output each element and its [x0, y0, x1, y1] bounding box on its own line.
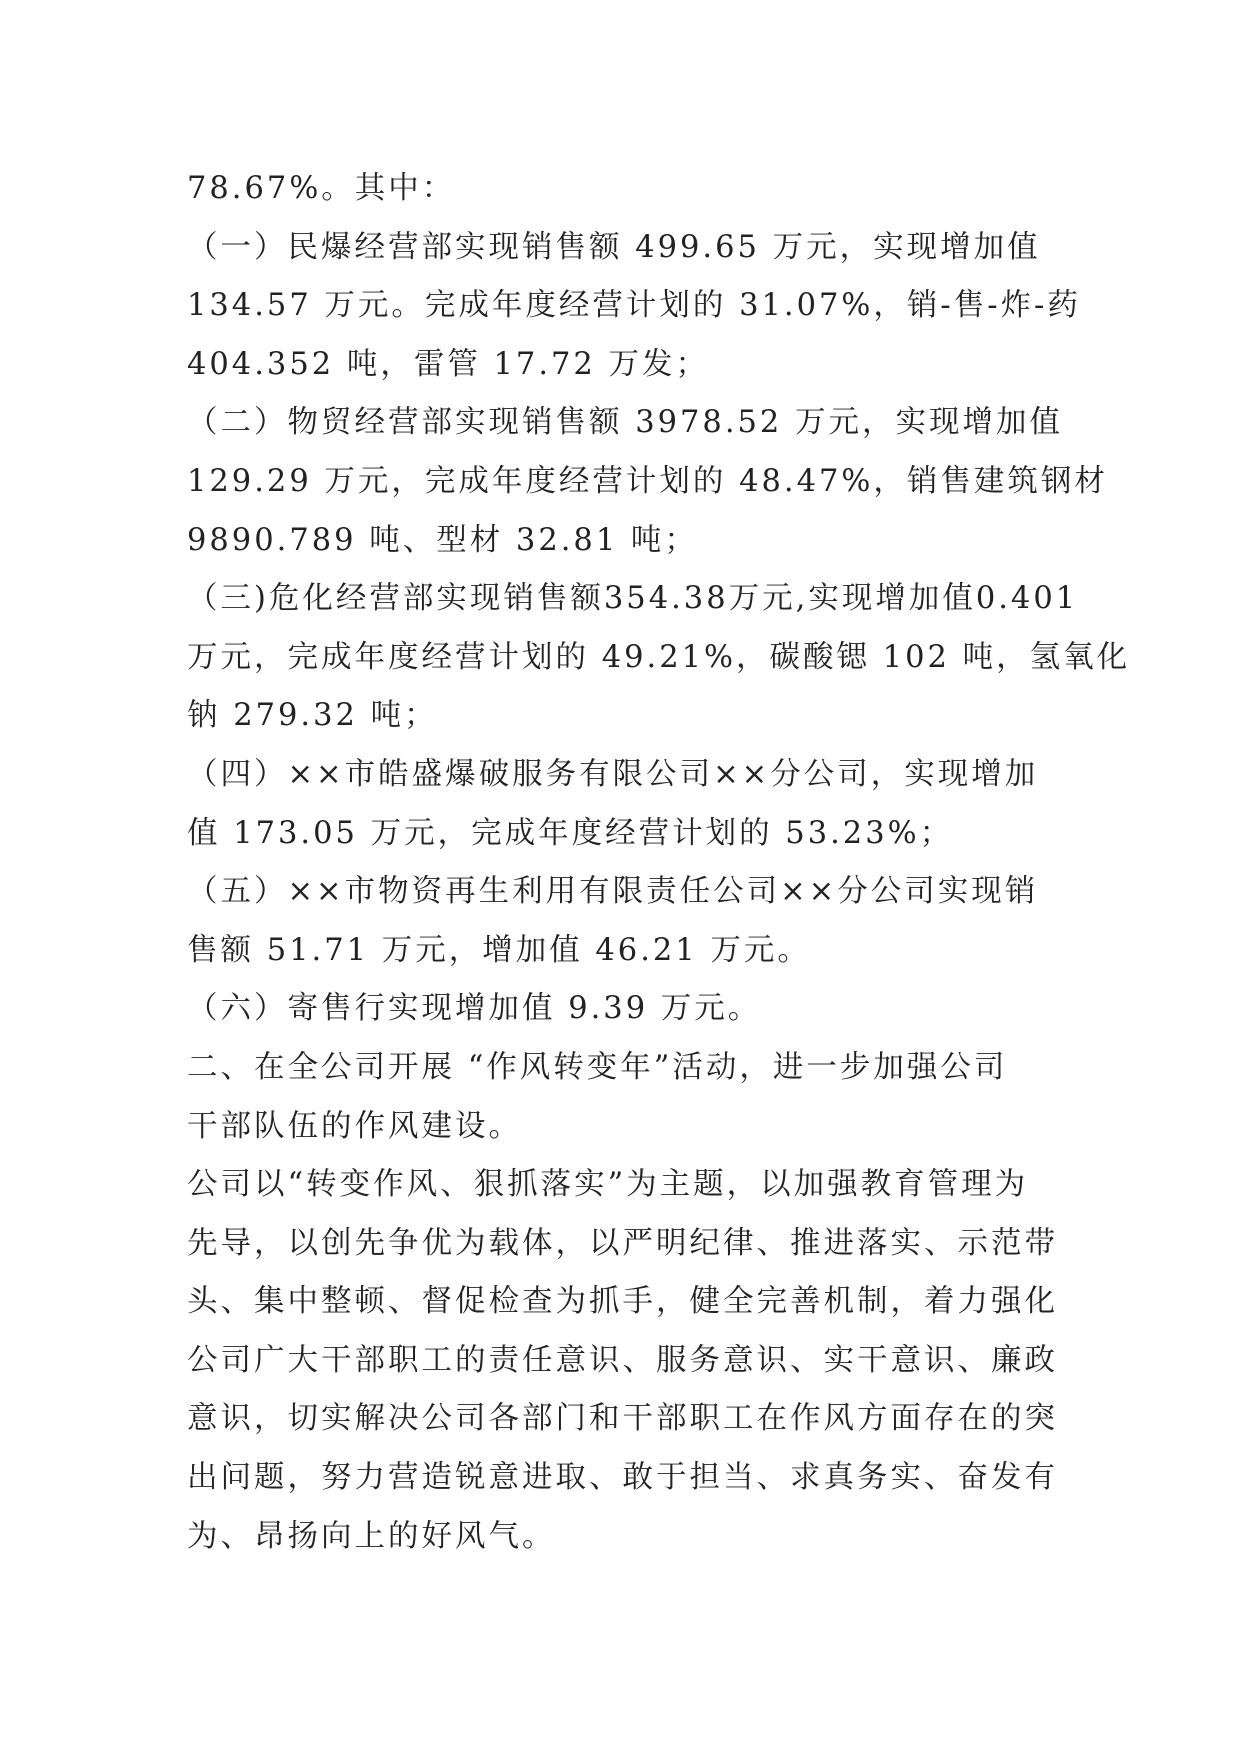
- text-line: 129.29 万元，完成年度经营计划的 48.47%，销售建筑钢材: [187, 463, 1108, 499]
- text-line: （一）民爆经营部实现销售额 499.65 万元，实现增加值: [187, 229, 1041, 265]
- text-line: 为、昂扬向上的好风气。: [187, 1518, 556, 1554]
- text-line: （四）××市皓盛爆破服务有限公司××分公司，实现增加: [187, 756, 1039, 792]
- text-line: 万元，完成年度经营计划的 49.21%，碳酸锶 102 吨，氢氧化: [187, 639, 1131, 675]
- text-line: 134.57 万元。完成年度经营计划的 31.07%，销-售-炸-药: [187, 288, 1081, 324]
- text-line: 头、集中整顿、督促检查为抓手，健全完善机制，着力强化: [187, 1284, 1058, 1320]
- text-line: 404.352 吨，雷管 17.72 万发；: [187, 346, 710, 382]
- document-body: [187, 160, 1131, 1566]
- text-line: （六）寄售行实现增加值 9.39 万元。: [187, 991, 762, 1027]
- text-line: 值 173.05 万元，完成年度经营计划的 53.23%；: [187, 815, 954, 851]
- section-heading: 干部队伍的作风建设。: [187, 1108, 522, 1144]
- text-line: （三)危化经营部实现销售额354.38万元,实现增加值0.401: [187, 581, 1079, 617]
- text-line: 78.67%。其中：: [187, 171, 456, 206]
- text-line: （二）物贸经营部实现销售额 3978.52 万元，实现增加值: [187, 405, 1064, 441]
- text-line: 9890.789 吨、型材 32.81 吨；: [187, 522, 698, 558]
- text-line: 意识，切实解决公司各部门和干部职工在作风方面存在的突: [187, 1401, 1058, 1437]
- text-line: 公司广大干部职工的责任意识、服务意识、实干意识、廉政: [187, 1342, 1058, 1378]
- section-heading: 二、在全公司开展 “作风转变年”活动，进一步加强公司: [187, 1049, 1008, 1085]
- text-line: （五）××市物资再生利用有限责任公司××分公司实现销: [187, 874, 1039, 910]
- text-line: 出问题，努力营造锐意进取、敢于担当、求真务实、奋发有: [187, 1460, 1058, 1496]
- text-line: 售额 51.71 万元，增加值 46.21 万元。: [187, 932, 811, 968]
- text-line: 钠 279.32 吨；: [187, 698, 438, 734]
- text-line: 先导，以创先争优为载体，以严明纪律、推进落实、示范带: [187, 1225, 1058, 1261]
- text-line: 公司以“转变作风、狠抓落实”为主题，以加强教育管理为: [187, 1167, 1029, 1203]
